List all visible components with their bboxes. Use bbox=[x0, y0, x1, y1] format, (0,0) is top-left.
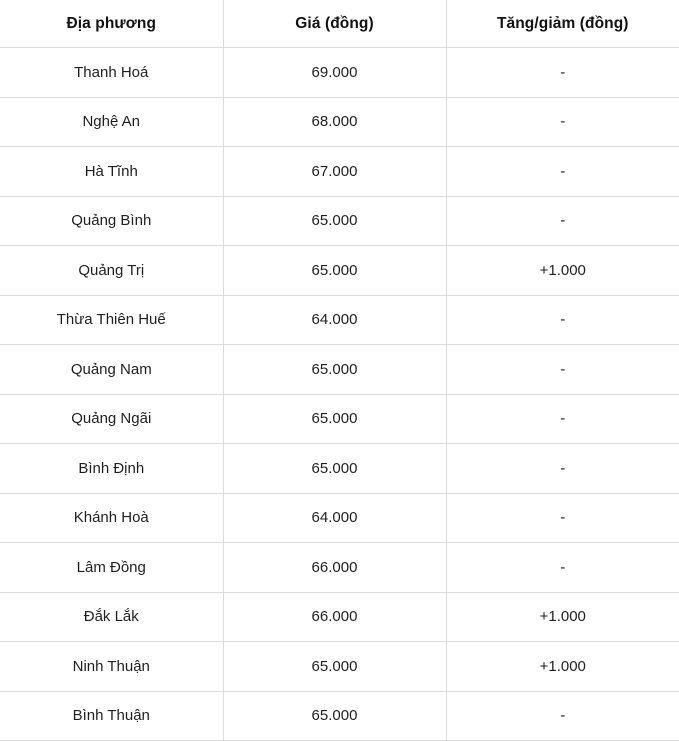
cell-price: 66.000 bbox=[223, 543, 446, 593]
table-row bbox=[0, 246, 679, 296]
cell-locality: Bình Định bbox=[0, 444, 223, 494]
column-header-price: Giá (đồng) bbox=[223, 0, 446, 48]
cell-locality: Quảng Nam bbox=[0, 345, 223, 395]
cell-change: +1.000 bbox=[446, 592, 679, 642]
table-row bbox=[0, 444, 679, 494]
cell-locality: Lâm Đồng bbox=[0, 543, 223, 593]
cell-change: - bbox=[446, 691, 679, 741]
cell-locality: Thanh Hoá bbox=[0, 48, 223, 98]
table-row bbox=[0, 48, 679, 98]
table-row bbox=[0, 196, 679, 246]
cell-price: 66.000 bbox=[223, 592, 446, 642]
cell-price: 65.000 bbox=[223, 196, 446, 246]
cell-change: - bbox=[446, 196, 679, 246]
cell-change: +1.000 bbox=[446, 246, 679, 296]
cell-price: 65.000 bbox=[223, 691, 446, 741]
cell-change: - bbox=[446, 295, 679, 345]
table-header bbox=[0, 0, 679, 48]
column-header-change: Tăng/giảm (đồng) bbox=[446, 0, 679, 48]
cell-price: 65.000 bbox=[223, 642, 446, 692]
cell-change: - bbox=[446, 394, 679, 444]
table-row bbox=[0, 493, 679, 543]
cell-price: 67.000 bbox=[223, 147, 446, 197]
cell-locality: Quảng Bình bbox=[0, 196, 223, 246]
cell-locality: Đắk Lắk bbox=[0, 592, 223, 642]
table-row bbox=[0, 543, 679, 593]
table-row bbox=[0, 394, 679, 444]
cell-change: +1.000 bbox=[446, 642, 679, 692]
cell-change: - bbox=[446, 543, 679, 593]
cell-price: 68.000 bbox=[223, 97, 446, 147]
cell-locality: Ninh Thuận bbox=[0, 642, 223, 692]
cell-price: 65.000 bbox=[223, 444, 446, 494]
table-row bbox=[0, 295, 679, 345]
table-row bbox=[0, 345, 679, 395]
cell-locality: Thừa Thiên Huế bbox=[0, 295, 223, 345]
cell-price: 65.000 bbox=[223, 345, 446, 395]
cell-locality: Bình Thuận bbox=[0, 691, 223, 741]
cell-change: - bbox=[446, 147, 679, 197]
table-header-row bbox=[0, 0, 679, 48]
cell-price: 65.000 bbox=[223, 246, 446, 296]
table-row bbox=[0, 642, 679, 692]
cell-locality: Hà Tĩnh bbox=[0, 147, 223, 197]
cell-price: 69.000 bbox=[223, 48, 446, 98]
cell-change: - bbox=[446, 48, 679, 98]
column-header-locality: Địa phương bbox=[0, 0, 223, 48]
cell-change: - bbox=[446, 345, 679, 395]
table-row bbox=[0, 592, 679, 642]
cell-price: 64.000 bbox=[223, 295, 446, 345]
cell-change: - bbox=[446, 97, 679, 147]
table-row bbox=[0, 97, 679, 147]
table-row bbox=[0, 691, 679, 741]
cell-price: 65.000 bbox=[223, 394, 446, 444]
cell-change: - bbox=[446, 444, 679, 494]
cell-locality: Nghệ An bbox=[0, 97, 223, 147]
cell-change: - bbox=[446, 493, 679, 543]
cell-locality: Khánh Hoà bbox=[0, 493, 223, 543]
cell-locality: Quảng Ngãi bbox=[0, 394, 223, 444]
cell-price: 64.000 bbox=[223, 493, 446, 543]
table-row bbox=[0, 147, 679, 197]
table-body bbox=[0, 48, 679, 741]
cell-locality: Quảng Trị bbox=[0, 246, 223, 296]
